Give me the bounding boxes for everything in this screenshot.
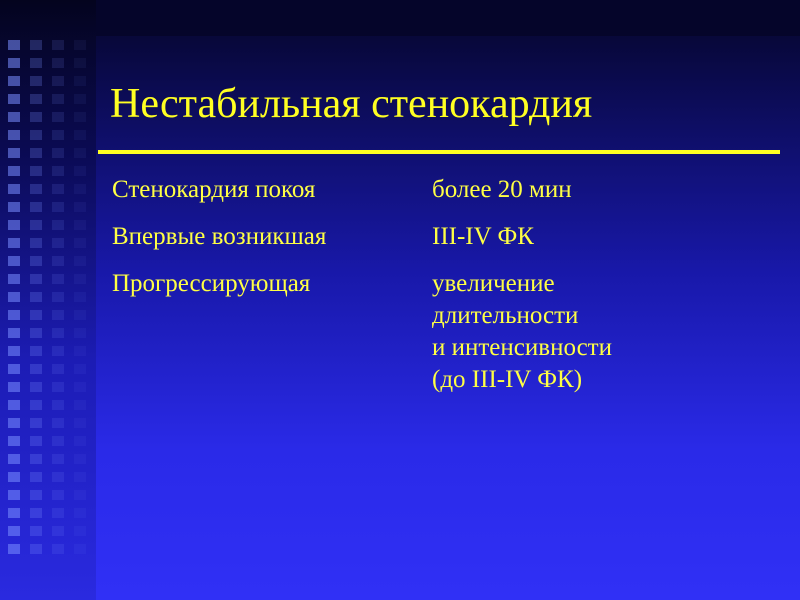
- description-line: и интенсивности: [432, 334, 612, 361]
- title-underline: [98, 150, 780, 154]
- term-label: Стенокардия покоя: [112, 176, 316, 203]
- description-line: длительности: [432, 302, 579, 329]
- description-line: (до III-IV ФК): [432, 366, 583, 393]
- term-label: Впервые возникшая: [112, 223, 327, 250]
- term-description: [432, 268, 772, 396]
- description-line: более 20 мин: [432, 176, 572, 203]
- description-line: увеличение: [432, 270, 555, 297]
- decorative-squares-column: [30, 40, 42, 560]
- term-label: Прогрессирующая: [112, 270, 311, 297]
- left-decorative-strip: [0, 0, 96, 600]
- slide-title: Нестабильная стенокардия: [110, 81, 593, 127]
- list-item: [112, 221, 772, 253]
- decorative-squares-column: [52, 40, 64, 560]
- top-band: [0, 0, 800, 36]
- list-item: [112, 174, 772, 206]
- term-description: [432, 221, 772, 253]
- list-item: [112, 268, 772, 396]
- term-description: [432, 174, 772, 206]
- description-line: III-IV ФК: [432, 223, 534, 250]
- decorative-squares-column: [8, 40, 20, 560]
- decorative-squares-column: [74, 40, 86, 560]
- definition-list: [112, 174, 772, 411]
